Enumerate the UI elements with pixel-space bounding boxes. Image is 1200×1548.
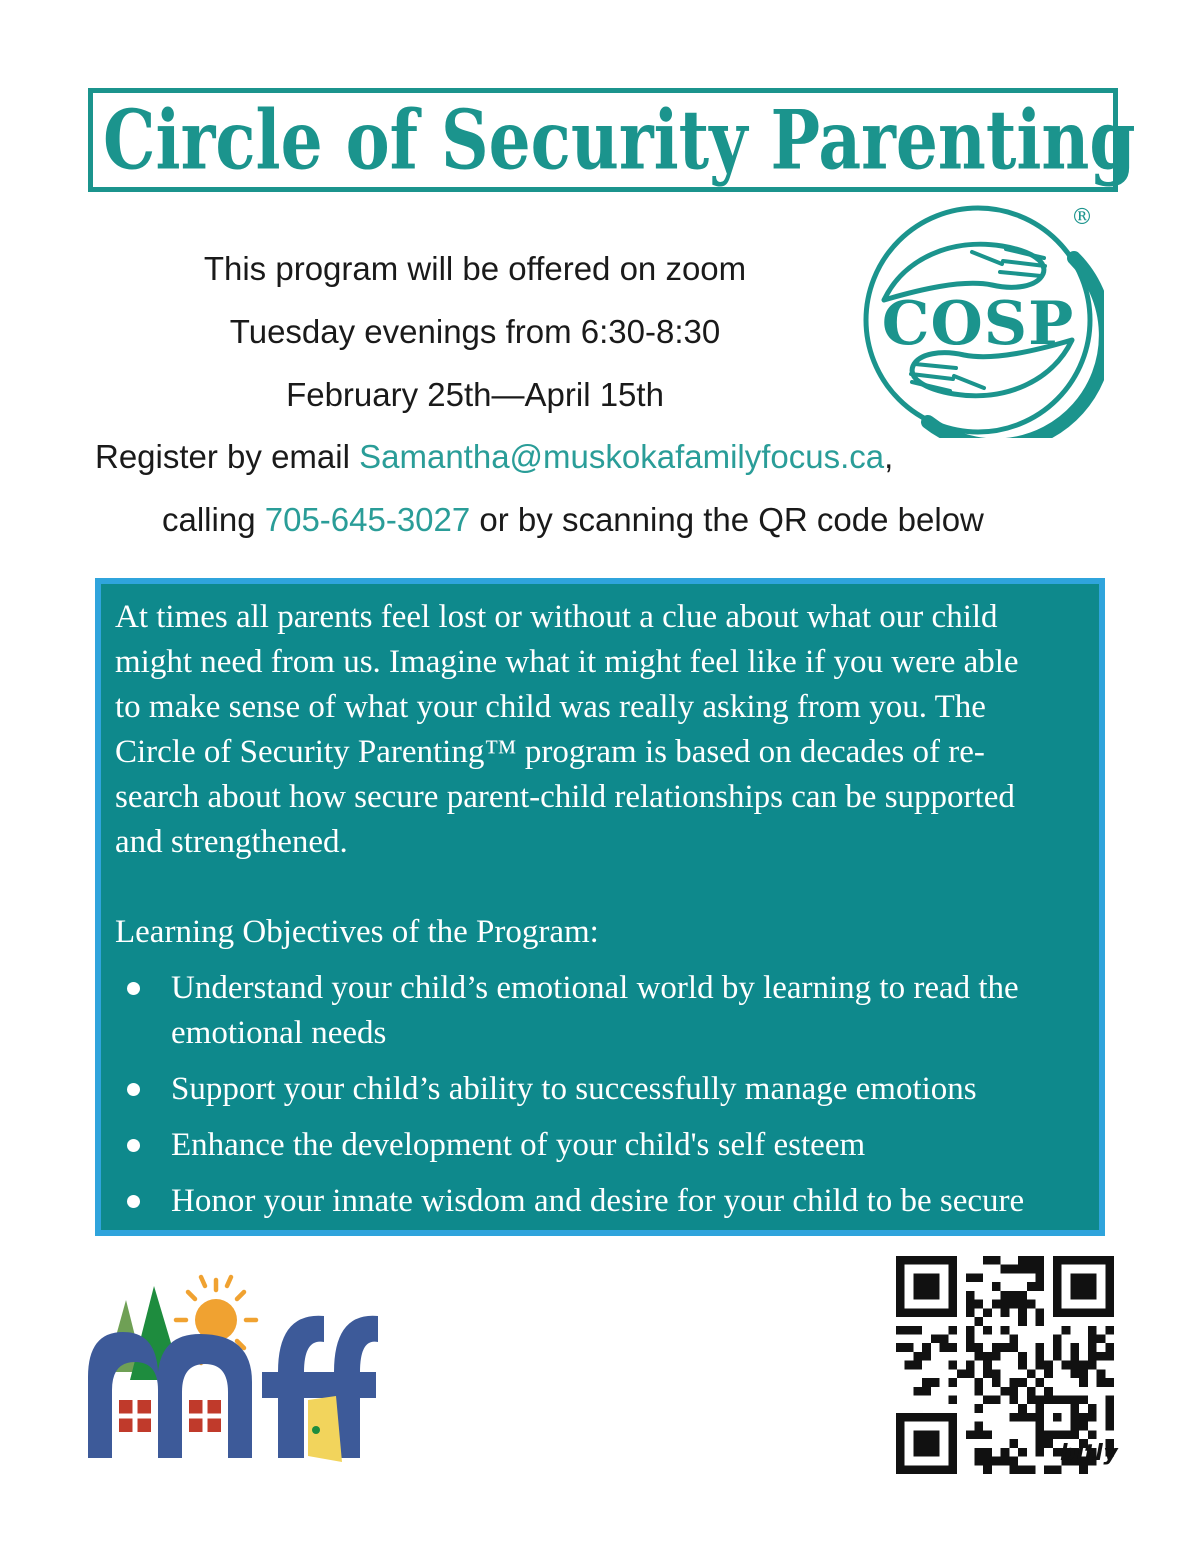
email-link[interactable]: Samantha@muskokafamilyfocus.ca	[359, 438, 885, 475]
door-icon	[308, 1396, 342, 1462]
register-prefix: Register by email	[95, 438, 360, 475]
phone-link[interactable]: 705-645-3027	[264, 501, 471, 538]
mff-wordmark-m	[88, 1332, 252, 1458]
bullet-icon	[127, 982, 140, 995]
bullet-icon	[127, 1195, 140, 1208]
calling-prefix: calling	[162, 501, 265, 538]
objective-item	[115, 966, 1085, 1056]
objectives-heading: Learning Objectives of the Program:	[115, 914, 599, 950]
mff-logo	[78, 1272, 378, 1472]
objective-text: Enhance the development of your child's self esteem	[171, 1127, 866, 1163]
objective-item	[115, 1123, 1085, 1168]
objective-item	[115, 1179, 1085, 1224]
schedule-line-zoom: This program will be offered on zoom	[203, 250, 747, 287]
schedule-line-dates: February 25th—April 15th	[286, 376, 664, 413]
program-paragraph	[115, 595, 1085, 865]
bitly-label: bitly	[1060, 1441, 1119, 1466]
calling-suffix: or by scanning the QR code below	[470, 501, 984, 538]
bullet-icon	[127, 1139, 140, 1152]
registered-trademark: ®	[1071, 205, 1093, 230]
page-title: Circle of Security Parenting	[103, 91, 1136, 189]
register-line	[95, 438, 893, 476]
paragraph-line: At times all parents feel lost or without a clue about what our child	[115, 599, 998, 635]
title-banner	[88, 88, 1136, 192]
objective-text: Support your child’s ability to successfully manage emotions	[171, 1071, 977, 1107]
cosp-wordmark: COSP	[881, 289, 1075, 359]
calling-line	[162, 501, 984, 539]
paragraph-line: and strengthened.	[115, 824, 348, 860]
schedule-line-time: Tuesday evenings from 6:30-8:30	[229, 313, 721, 350]
window-icon	[189, 1400, 221, 1432]
register-suffix: ,	[884, 438, 894, 475]
objective-text: Understand your child’s emotional world by learning to read the emotional needs	[171, 970, 1019, 1051]
paragraph-line: search about how secure parent-child relationships can be supported	[115, 779, 1015, 815]
paragraph-line: Circle of Security Parenting™ program is based on decades of re-	[115, 734, 985, 770]
paragraph-line: might need from us. Imagine what it might feel like if you were able	[115, 644, 1019, 680]
objective-item	[115, 1067, 1085, 1112]
objective-text: Honor your innate wisdom and desire for your child to be secure	[171, 1183, 1025, 1219]
paragraph-line: to make sense of what your child was really asking from you. The	[115, 689, 986, 725]
window-icon	[119, 1400, 151, 1432]
objectives-list	[115, 966, 1085, 1224]
bullet-icon	[127, 1083, 140, 1096]
program-box	[95, 578, 1105, 1236]
